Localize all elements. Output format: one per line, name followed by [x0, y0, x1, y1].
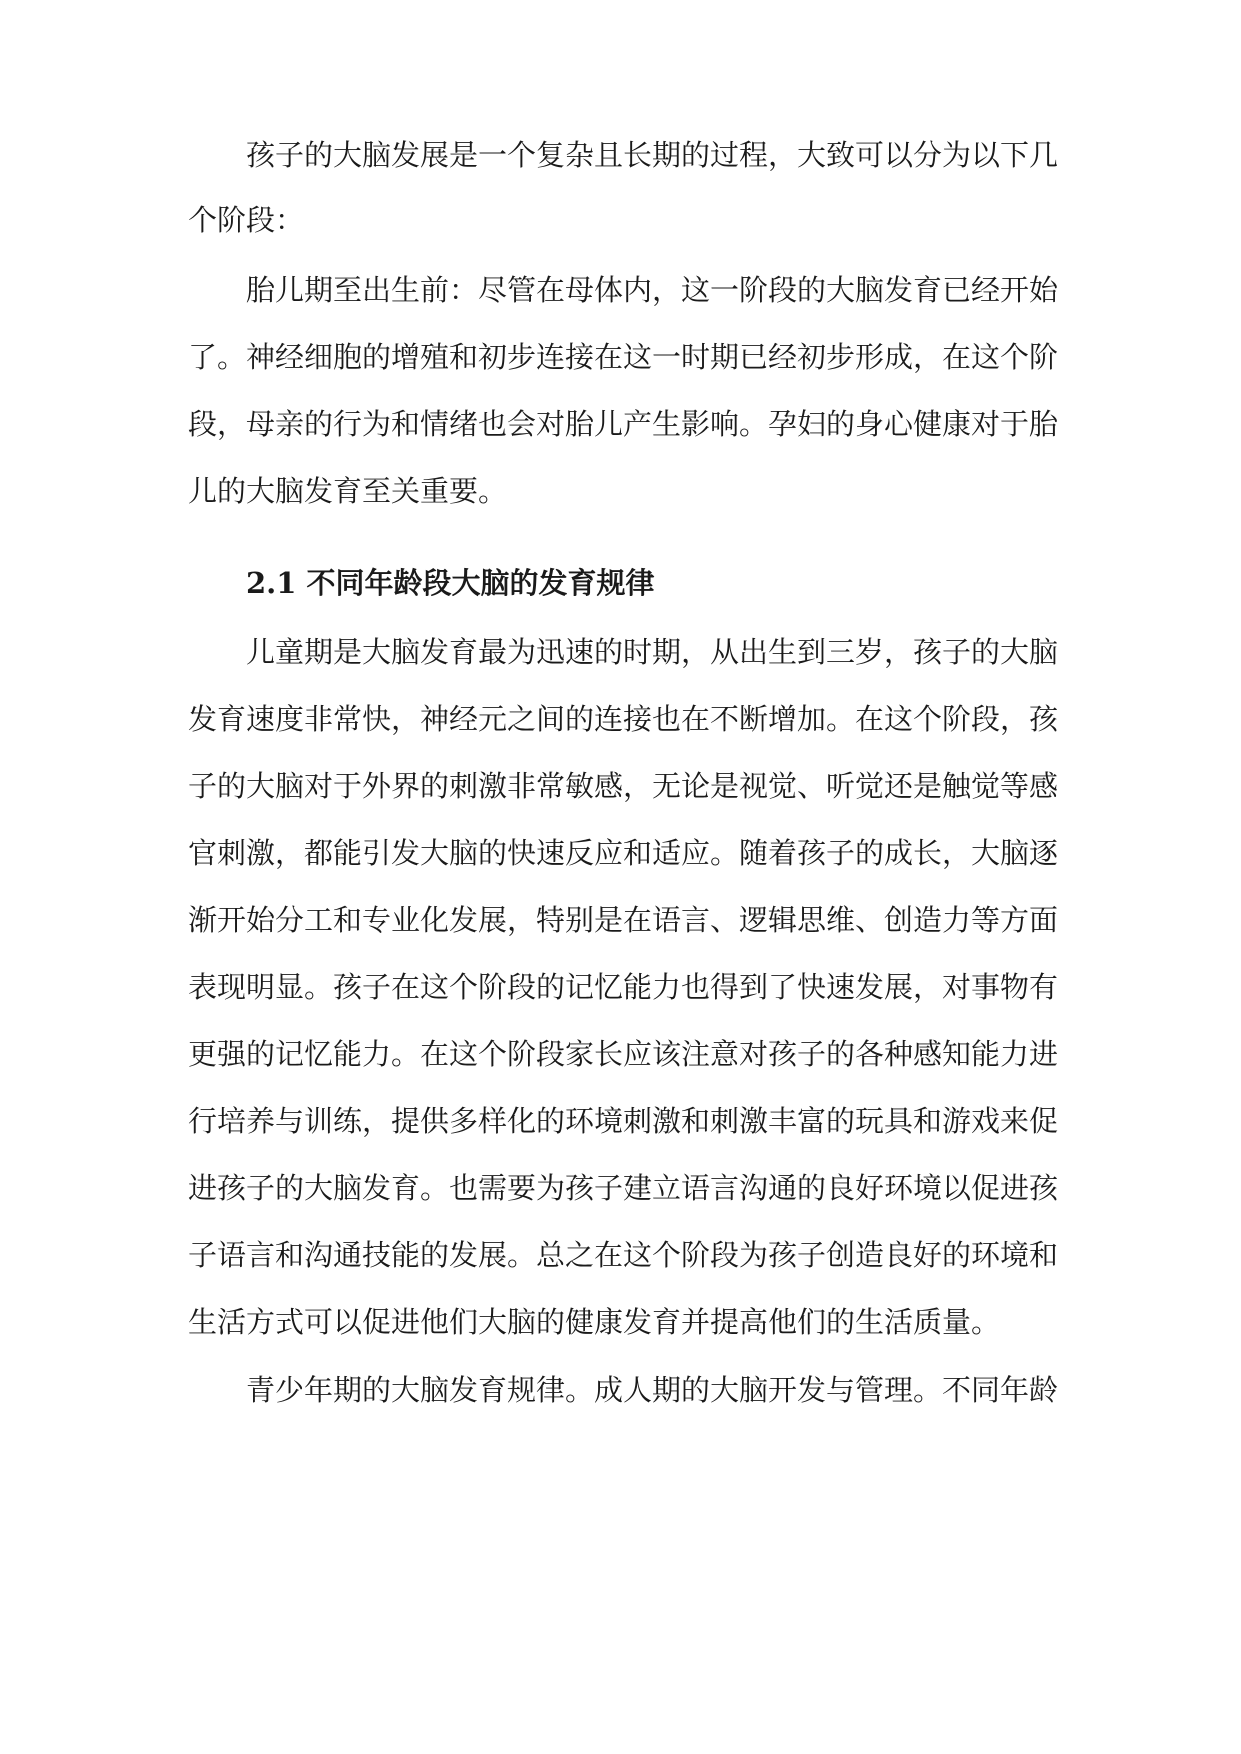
- paragraph-3-line-4: 官刺激，都能引发大脑的快速反应和适应。随着孩子的成长，大脑逐: [188, 836, 1059, 870]
- section-heading: 2.1 不同年龄段大脑的发育规律: [246, 566, 655, 600]
- paragraph-3-line-6: 表现明显。孩子在这个阶段的记忆能力也得到了快速发展，对事物有: [188, 970, 1059, 1004]
- paragraph-2-line-2: 了。神经细胞的增殖和初步连接在这一时期已经初步形成，在这个阶: [188, 340, 1059, 374]
- paragraph-3-line-3: 子的大脑对于外界的刺激非常敏感，无论是视觉、听觉还是触觉等感: [188, 769, 1059, 803]
- paragraph-3-line-2: 发育速度非常快，神经元之间的连接也在不断增加。在这个阶段，孩: [188, 702, 1059, 736]
- paragraph-2-line-3: 段，母亲的行为和情绪也会对胎儿产生影响。孕妇的身心健康对于胎: [188, 407, 1059, 441]
- paragraph-3-line-9: 进孩子的大脑发育。也需要为孩子建立语言沟通的良好环境以促进孩: [188, 1171, 1059, 1205]
- paragraph-3-line-11: 生活方式可以促进他们大脑的健康发育并提高他们的生活质量。: [188, 1305, 1001, 1339]
- paragraph-2-line-4: 儿的大脑发育至关重要。: [188, 474, 508, 508]
- paragraph-3-line-5: 渐开始分工和专业化发展，特别是在语言、逻辑思维、创造力等方面: [188, 903, 1059, 937]
- paragraph-3-line-7: 更强的记忆能力。在这个阶段家长应该注意对孩子的各种感知能力进: [188, 1037, 1059, 1071]
- paragraph-2-line-1: 胎儿期至出生前：尽管在母体内，这一阶段的大脑发育已经开始: [246, 273, 1059, 307]
- paragraph-3-line-1: 儿童期是大脑发育最为迅速的时期，从出生到三岁，孩子的大脑: [246, 635, 1059, 669]
- paragraph-1-line-1: 孩子的大脑发展是一个复杂且长期的过程，大致可以分为以下几: [246, 138, 1059, 172]
- paragraph-1-line-2: 个阶段：: [188, 203, 305, 237]
- paragraph-4-line-1: 青少年期的大脑发育规律。成人期的大脑开发与管理。不同年龄: [246, 1373, 1059, 1407]
- paragraph-3-line-8: 行培养与训练，提供多样化的环境刺激和刺激丰富的玩具和游戏来促: [188, 1104, 1059, 1138]
- paragraph-3-line-10: 子语言和沟通技能的发展。总之在这个阶段为孩子创造良好的环境和: [188, 1238, 1059, 1272]
